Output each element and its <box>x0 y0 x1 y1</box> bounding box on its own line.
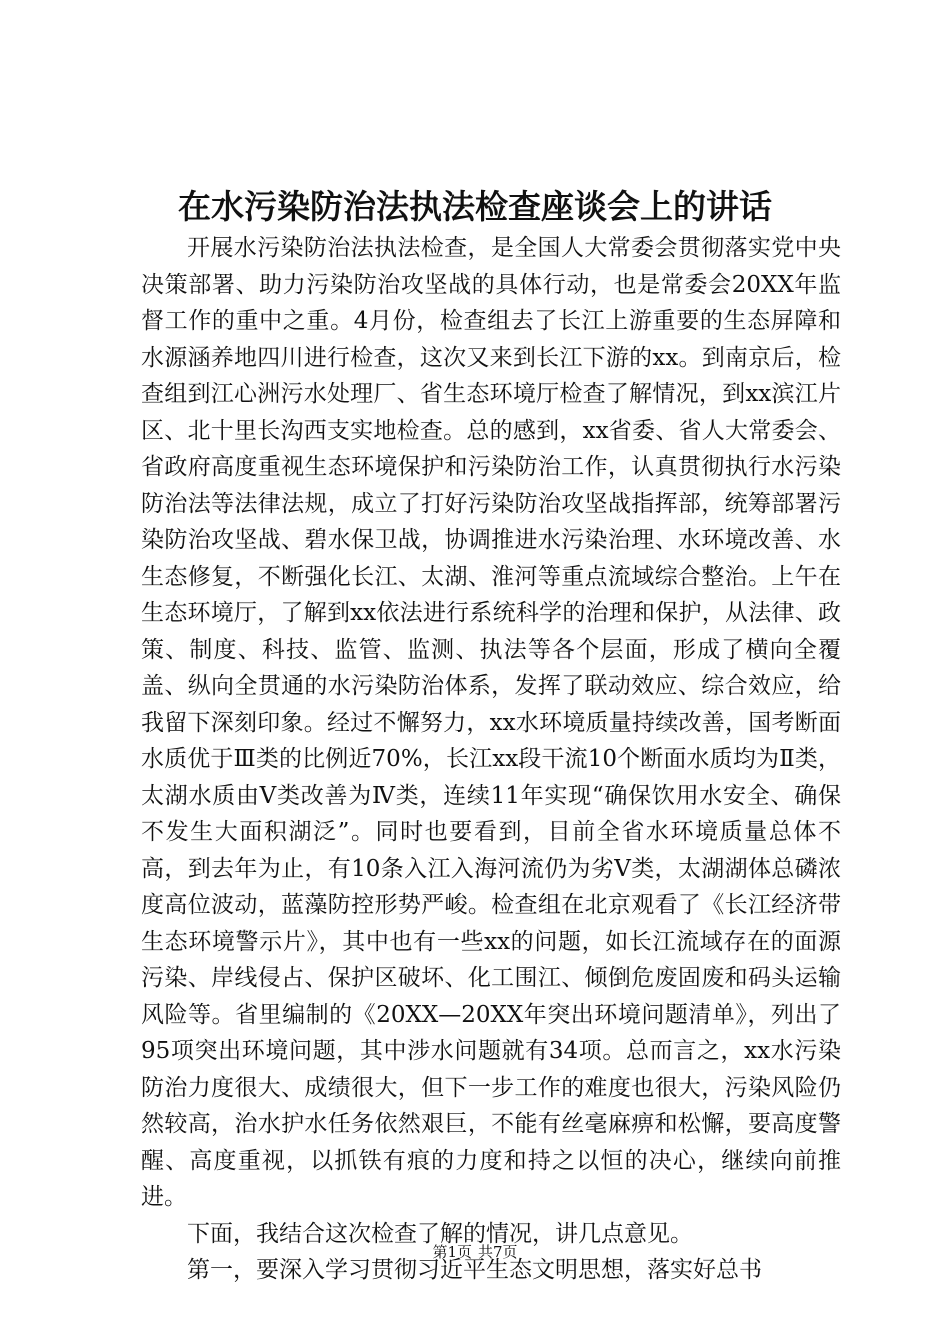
page-number: 第1页 <box>432 1243 472 1261</box>
document-body <box>141 230 841 1289</box>
paragraph-3: 第一，要深入学习贯彻习近平生态文明思想，落实好总书 <box>187 1257 762 1283</box>
page-footer <box>0 1242 950 1262</box>
page-total: 共7页 <box>478 1243 518 1261</box>
paragraph-2: 下面，我结合这次检查了解的情况，讲几点意见。 <box>187 1220 693 1247</box>
paragraph-1: 开展水污染防治法执法检查，是全国人大常委会贯彻落实党中央决策部署、助力污染防治攻坚战的具体行动，也是常委会20XX年监督工作的重中之重。4月份，检查组去了长江上游重要的生态屏障和水源涵养地四川进行检查，这次又来到长江下游的xx。到南京后，检查组到江心洲污水处理厂、省生态环境厅检查了解情况，到xx滨江片区、北十里长沟西支实地检查。总的感到，xx省委、省人大常委会、省政府高度重视生态环境保护和污染防治工作，认真贯彻执行水污染防治法等法律法规，成立了打好污染防治攻坚战指挥部，统筹部署污染防治攻坚战、碧水保卫战，协调推进水污染治理、水环境改善、水生态修复，不断强化长江、太湖、淮河等重点流域综合整治。上午在生态环境厅，了解到xx依法进行系统科学的治理和保护，从法律、政策、制度、科技、监管、监测、执法等各个层面，形成了横向全覆盖、纵向全贯通的水污染防治体系，发挥了联动效应、综合效应，给我留下深刻印象。经过不懈努力，xx水环境质量持续改善，国考断面水质优于Ⅲ类的比例近70%，长江xx段干流10个断面水质均为Ⅱ类，太湖水质由Ⅴ类改善为Ⅳ类，连续11年实现“确保饮用水安全、确保不发生大面积湖泛”。同时也要看到，目前全省水环境质量总体不高，到去年为止，有10条入江入海河流仍为劣Ⅴ类，太湖湖体总磷浓度高位波动，蓝藻防控形势严峻。检查组在北京观看了《长江经济带生态环境警示片》，其中也有一些xx的问题，如长江流域存在的面源污染、岸线侵占、保护区破坏、化工围江、倾倒危废固废和码头运输风险等。省里编制的《20XX—20XX年突出环境问题清单》，列出了95项突出环境问题，其中涉水问题就有34项。总而言之，xx水污染防治力度很大、成绩很大，但下一步工作的难度也很大，污染风险仍然较高，治水护水任务依然艰巨，不能有丝毫麻痹和松懈，要高度警醒、高度重视，以抓铁有痕的力度和持之以恒的决心，继续向前推进。 <box>141 235 841 1210</box>
document-title: 在水污染防治法执法检查座谈会上的讲话 <box>178 187 772 226</box>
